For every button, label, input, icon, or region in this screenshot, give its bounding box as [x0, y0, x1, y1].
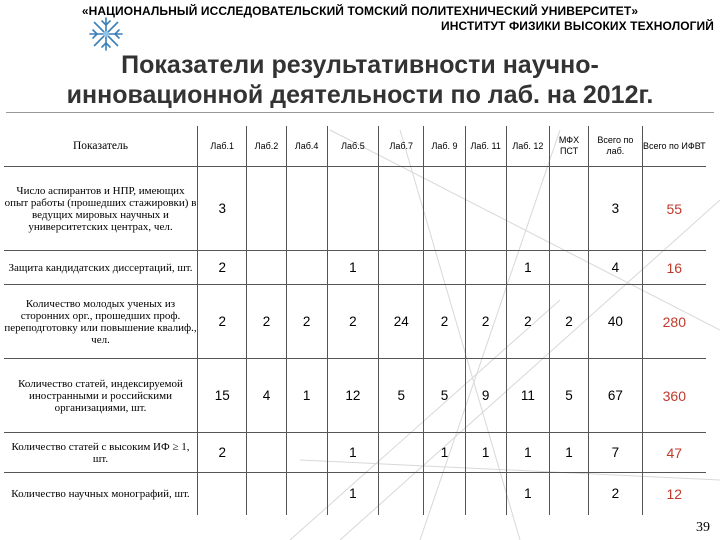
cell: 1: [424, 433, 465, 473]
cell-total-lab: 2: [589, 473, 643, 515]
cell: [379, 473, 424, 515]
column-header: Лаб. 11: [465, 126, 506, 167]
indicators-table: [4, 126, 706, 515]
title-line-1: Показатели результативности научно-: [121, 51, 599, 79]
cell: [198, 473, 247, 515]
cell: 2: [465, 285, 506, 359]
cell: [286, 433, 327, 473]
cell: 1: [327, 473, 378, 515]
row-label: Защита кандидатских диссертаций, шт.: [4, 251, 198, 285]
cell-total-lab: 67: [589, 359, 643, 433]
cell: 15: [198, 359, 247, 433]
cell: [465, 251, 506, 285]
cell-total-institute: 47: [642, 433, 706, 473]
title-line-2: инновационной деятельности по лаб. на 2012г.: [66, 81, 654, 109]
column-header: Всего по ИФВТ: [642, 126, 706, 167]
cell: [549, 251, 588, 285]
cell: [247, 433, 286, 473]
column-header: Лаб. 12: [506, 126, 549, 167]
cell: 2: [198, 251, 247, 285]
university-name: «НАЦИОНАЛЬНЫЙ ИССЛЕДОВАТЕЛЬСКИЙ ТОМСКИЙ ПОЛИТЕХНИЧЕСКИЙ УНИВЕРСИТЕТ»: [81, 4, 639, 18]
page-number: 39: [696, 520, 710, 535]
table-row: [4, 167, 706, 251]
cell: 2: [247, 285, 286, 359]
snowflake-logo-icon: [88, 16, 124, 52]
cell: 2: [327, 285, 378, 359]
cell-total-lab: 7: [589, 433, 643, 473]
cell: [286, 251, 327, 285]
cell: 1: [286, 359, 327, 433]
cell: 1: [506, 473, 549, 515]
table-row: [4, 359, 706, 433]
cell: 1: [506, 251, 549, 285]
cell: 5: [549, 359, 588, 433]
table-row: [4, 473, 706, 515]
cell: 1: [549, 433, 588, 473]
cell: 24: [379, 285, 424, 359]
title-divider: [6, 112, 714, 113]
row-label: Количество молодых ученых из сторонних орг., прошедших проф. переподготовку или повышение квалиф., чел.: [4, 285, 198, 359]
cell: [424, 473, 465, 515]
column-header: Лаб.1: [198, 126, 247, 167]
cell: 1: [327, 433, 378, 473]
cell: [465, 473, 506, 515]
table-row: [4, 251, 706, 285]
cell: 5: [424, 359, 465, 433]
column-header: Лаб.5: [327, 126, 378, 167]
cell: 4: [247, 359, 286, 433]
cell: [327, 167, 378, 251]
cell: 2: [198, 433, 247, 473]
cell-total-institute: 12: [642, 473, 706, 515]
cell: 1: [327, 251, 378, 285]
cell: [379, 433, 424, 473]
cell: 9: [465, 359, 506, 433]
cell: [379, 167, 424, 251]
cell: [549, 167, 588, 251]
cell: 1: [506, 433, 549, 473]
row-label: Количество научных монографий, шт.: [4, 473, 198, 515]
cell: 5: [379, 359, 424, 433]
row-label: Количество статей, индексируемой иностранными и российскими организациями, шт.: [4, 359, 198, 433]
column-header: МФХ ПСТ: [549, 126, 588, 167]
cell-total-lab: 3: [589, 167, 643, 251]
row-label: Число аспирантов и НПР, имеющих опыт работы (прошедших стажировки) в ведущих мировых научных и университетских центрах, чел.: [4, 167, 198, 251]
table-row: [4, 285, 706, 359]
table-row: [4, 433, 706, 473]
column-header: Лаб.7: [379, 126, 424, 167]
cell: 1: [465, 433, 506, 473]
cell: 2: [286, 285, 327, 359]
cell: 2: [424, 285, 465, 359]
institute-name: ИНСТИТУТ ФИЗИКИ ВЫСОКИХ ТЕХНОЛОГИЙ: [440, 19, 714, 33]
indicator-header: Показатель: [72, 140, 129, 152]
cell: [247, 251, 286, 285]
cell-total-lab: 40: [589, 285, 643, 359]
cell: 2: [506, 285, 549, 359]
cell-total-institute: 280: [642, 285, 706, 359]
cell: [247, 167, 286, 251]
cell: [286, 473, 327, 515]
cell: 11: [506, 359, 549, 433]
cell-total-lab: 4: [589, 251, 643, 285]
column-header: Лаб.2: [247, 126, 286, 167]
cell: 2: [549, 285, 588, 359]
row-label: Количество статей с высоким ИФ ≥ 1, шт.: [4, 433, 198, 473]
cell: [424, 167, 465, 251]
cell: [506, 167, 549, 251]
column-header: Лаб. 9: [424, 126, 465, 167]
column-header: Всего по лаб.: [589, 126, 643, 167]
cell: [379, 251, 424, 285]
cell: 2: [198, 285, 247, 359]
cell-total-institute: 55: [642, 167, 706, 251]
cell: 3: [198, 167, 247, 251]
cell: [465, 167, 506, 251]
cell: [424, 251, 465, 285]
cell-total-institute: 16: [642, 251, 706, 285]
page-title: [0, 50, 720, 110]
table-header-row: [4, 126, 706, 167]
cell: 12: [327, 359, 378, 433]
cell: [247, 473, 286, 515]
cell: [286, 167, 327, 251]
cell: [549, 473, 588, 515]
column-header: Лаб.4: [286, 126, 327, 167]
cell-total-institute: 360: [642, 359, 706, 433]
